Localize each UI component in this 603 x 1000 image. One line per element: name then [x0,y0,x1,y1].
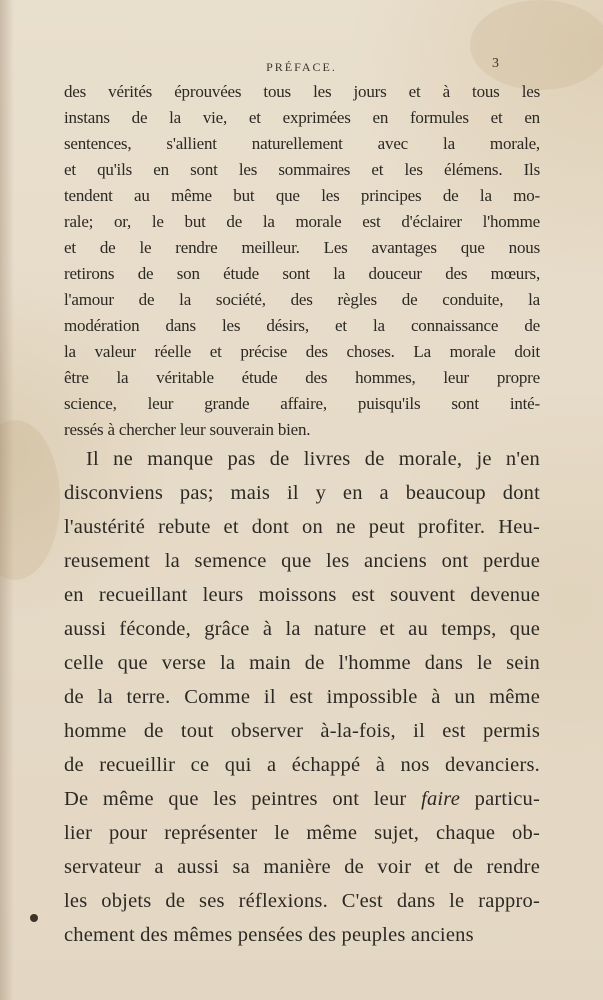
text-line: modération dans les désirs, et la connaissance de [64,316,540,335]
text-line: retirons de son étude sont la douceur des mœurs, [64,264,540,283]
text-line: l'amour de la société, des règles de conduite, la [64,290,540,309]
text-line: des vérités éprouvées tous les jours et à tous les [64,82,540,101]
text-line: la valeur réelle et précise des choses. La morale doit [64,342,540,361]
text-line-with-italic [64,788,540,811]
page-number: 3 [492,56,499,71]
paper-stain [0,420,60,580]
running-head: PRÉFACE. [266,60,337,74]
text-line: celle que verse la main de l'homme dans le sein [64,652,540,674]
text-line: en recueillant leurs moissons est souvent devenue [64,584,540,606]
text-line: instans de la vie, et exprimées en formules et en [64,108,540,127]
text-line: lier pour représenter le même sujet, chaque ob- [64,822,540,844]
text-line: science, leur grande affaire, puisqu'ils sont inté- [64,394,540,413]
text-line: et de le rendre meilleur. Les avantages que nous [64,238,540,257]
text-line: Il ne manque pas de livres de morale, je n'en [86,448,540,470]
text-line: les objets de ses réflexions. C'est dans le rappro- [64,890,540,912]
text-line: chement des mêmes pensées des peuples anciens [64,924,474,946]
text-line: sentences, s'allient naturellement avec la morale, [64,134,540,153]
ink-speck [30,914,38,922]
text-segment: particu- [474,788,540,810]
text-line: aussi féconde, grâce à la nature et au temps, que [64,618,540,640]
text-line: être la véritable étude des hommes, leur propre [64,368,540,387]
text-line: homme de tout observer à-la-fois, il est permis [64,720,540,742]
italic-word: faire [421,788,461,810]
text-line: tendent au même but que les principes de la mo- [64,186,540,205]
text-line: de recueillir ce qui a échappé à nos devanciers. [64,754,540,776]
text-line: l'austérité rebute et dont on ne peut profiter. Heu- [64,516,540,538]
text-line: servateur a aussi sa manière de voir et de rendre [64,856,540,878]
text-line: disconviens pas; mais il y en a beaucoup dont [64,482,540,504]
text-segment: De même que les peintres ont leur [64,788,407,810]
text-line: de la terre. Comme il est impossible à un même [64,686,540,708]
text-line: ressés à chercher leur souverain bien. [64,420,311,439]
text-line: rale; or, le but de la morale est d'éclairer l'homme [64,212,540,231]
text-line: et qu'ils en sont les sommaires et les élémens. Ils [64,160,540,179]
text-line: reusement la semence que les anciens ont perdue [64,550,540,572]
paper-stain [470,0,603,90]
